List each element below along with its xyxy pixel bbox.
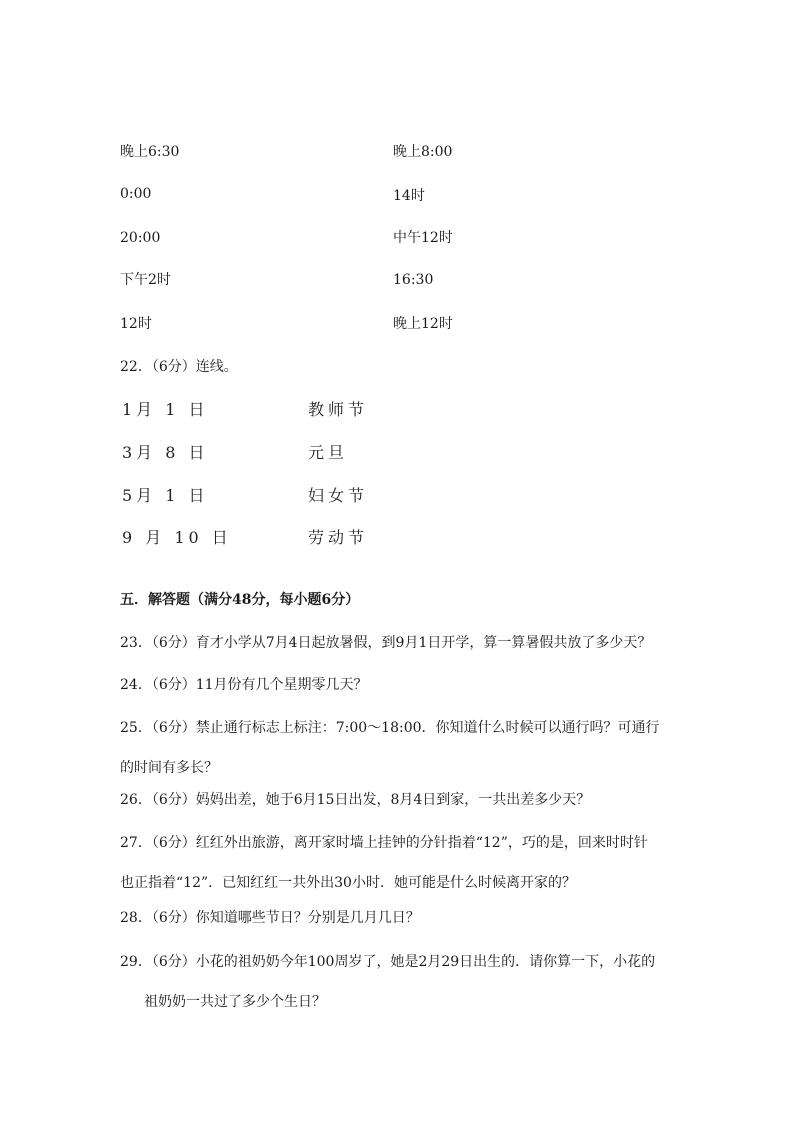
question-line: 29．（6分）小花的祖奶奶今年100周岁了，她是2月29日出生的．请你算一下，小花的 (120, 954, 656, 970)
time-right-5: 晚上12时 (393, 316, 453, 332)
q22-festival-3: 妇女节 (308, 486, 369, 505)
question-line: 26．（6分）妈妈出差，她于6月15日出发，8月4日到家，一共出差多少天？ (120, 792, 591, 808)
question-line: 23．（6分）育才小学从7月4日起放暑假，到9月1日开学，算一算暑假共放了多少天？ (120, 635, 652, 651)
question-line: 25．（6分）禁止通行标志上标注：7:00～18:00．你知道什么时候可以通行吗？可通行 (120, 720, 660, 736)
q22-date-1: 1月 1 日 (122, 400, 209, 419)
question-28 (120, 908, 690, 928)
question-line: 27．（6分）红红外出旅游，离开家时墙上挂钟的分针指着“12”，巧的是，回来时时针 (120, 835, 648, 851)
question-line: 祖奶奶一共过了多少个生日？ (144, 994, 326, 1010)
time-left-2: 0:00 (120, 186, 152, 202)
q22-date-3: 5月 1 日 (122, 486, 209, 505)
question-23 (120, 633, 690, 653)
section-5-heading: 五．解答题（满分48分，每小题6分） (120, 592, 360, 608)
q22-title: 22．（6分）连线。 (120, 359, 238, 375)
question-line: 24．（6分）11月份有几个星期零几天？ (120, 677, 368, 693)
question-line: 28．（6分）你知道哪些节日？分别是几月几日？ (120, 910, 420, 926)
time-left-1: 晚上6:30 (120, 144, 180, 160)
time-left-4: 下午2时 (120, 272, 171, 288)
question-line: 也正指着“12”．已知红红一共外出30小时．她可能是什么时候离开家的？ (120, 875, 576, 891)
question-29 (120, 952, 690, 1012)
time-right-2: 14时 (393, 188, 425, 204)
q22-date-4: 9 月 10 日 (122, 528, 232, 547)
q22-festival-1: 教师节 (308, 400, 369, 419)
time-left-3: 20:00 (120, 230, 161, 246)
time-right-3: 中午12时 (393, 230, 453, 246)
question-27 (120, 833, 690, 893)
question-line: 的时间有多长？ (120, 760, 218, 776)
question-25 (120, 718, 690, 778)
question-26 (120, 790, 690, 810)
q22-festival-2: 元旦 (308, 443, 349, 462)
time-right-4: 16:30 (393, 272, 434, 288)
question-24 (120, 675, 690, 695)
q22-festival-4: 劳动节 (308, 528, 369, 547)
time-left-5: 12时 (120, 316, 152, 332)
time-right-1: 晚上8:00 (393, 144, 453, 160)
q22-date-2: 3月 8 日 (122, 443, 209, 462)
